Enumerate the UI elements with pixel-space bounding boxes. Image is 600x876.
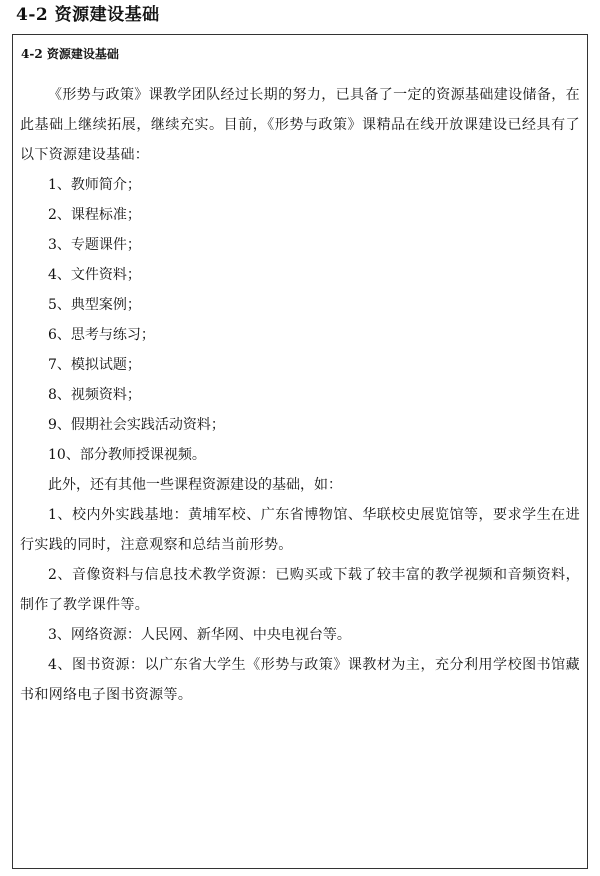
list-item: 4、文件资料； <box>48 267 141 283</box>
list-item: 9、假期社会实践活动资料； <box>48 417 225 433</box>
intro-paragraph: 《形势与政策》课教学团队经过长期的努力，已具备了一定的资源基础建设储备，在此基础上继续拓展，继续充实。目前，《形势与政策》课精品在线开放课建设已经具有了以下资源建设基础： <box>20 87 580 163</box>
list-item: 8、视频资料； <box>48 387 141 403</box>
body-text <box>20 80 580 710</box>
other-resources-intro: 此外，还有其他一些课程资源建设的基础，如： <box>48 477 342 493</box>
list-item: 6、思考与练习； <box>48 327 155 343</box>
network-resources-paragraph: 3、网络资源：人民网、新华网、中央电视台等。 <box>48 627 351 643</box>
content-box <box>12 34 588 869</box>
list-item: 7、模拟试题； <box>48 357 141 373</box>
list-item: 10、部分教师授课视频。 <box>48 447 206 463</box>
book-resources-paragraph: 4、图书资源：以广东省大学生《形势与政策》课教材为主，充分利用学校图书馆藏书和网络电子图书资源等。 <box>20 657 580 703</box>
media-resources-paragraph: 2、音像资料与信息技术教学资源：已购买或下载了较丰富的教学视频和音频资料，制作了教学课件等。 <box>20 567 580 613</box>
page-heading: 4-2 资源建设基础 <box>16 5 160 25</box>
list-item: 5、典型案例； <box>48 297 141 313</box>
practice-base-paragraph: 1、校内外实践基地：黄埔军校、广东省博物馆、华联校史展览馆等，要求学生在进行实践的同时，注意观察和总结当前形势。 <box>20 507 580 553</box>
list-item: 2、课程标准； <box>48 207 141 223</box>
list-item: 3、专题课件； <box>48 237 141 253</box>
list-item: 1、教师简介； <box>48 177 141 193</box>
box-title: 4-2 资源建设基础 <box>21 47 119 61</box>
